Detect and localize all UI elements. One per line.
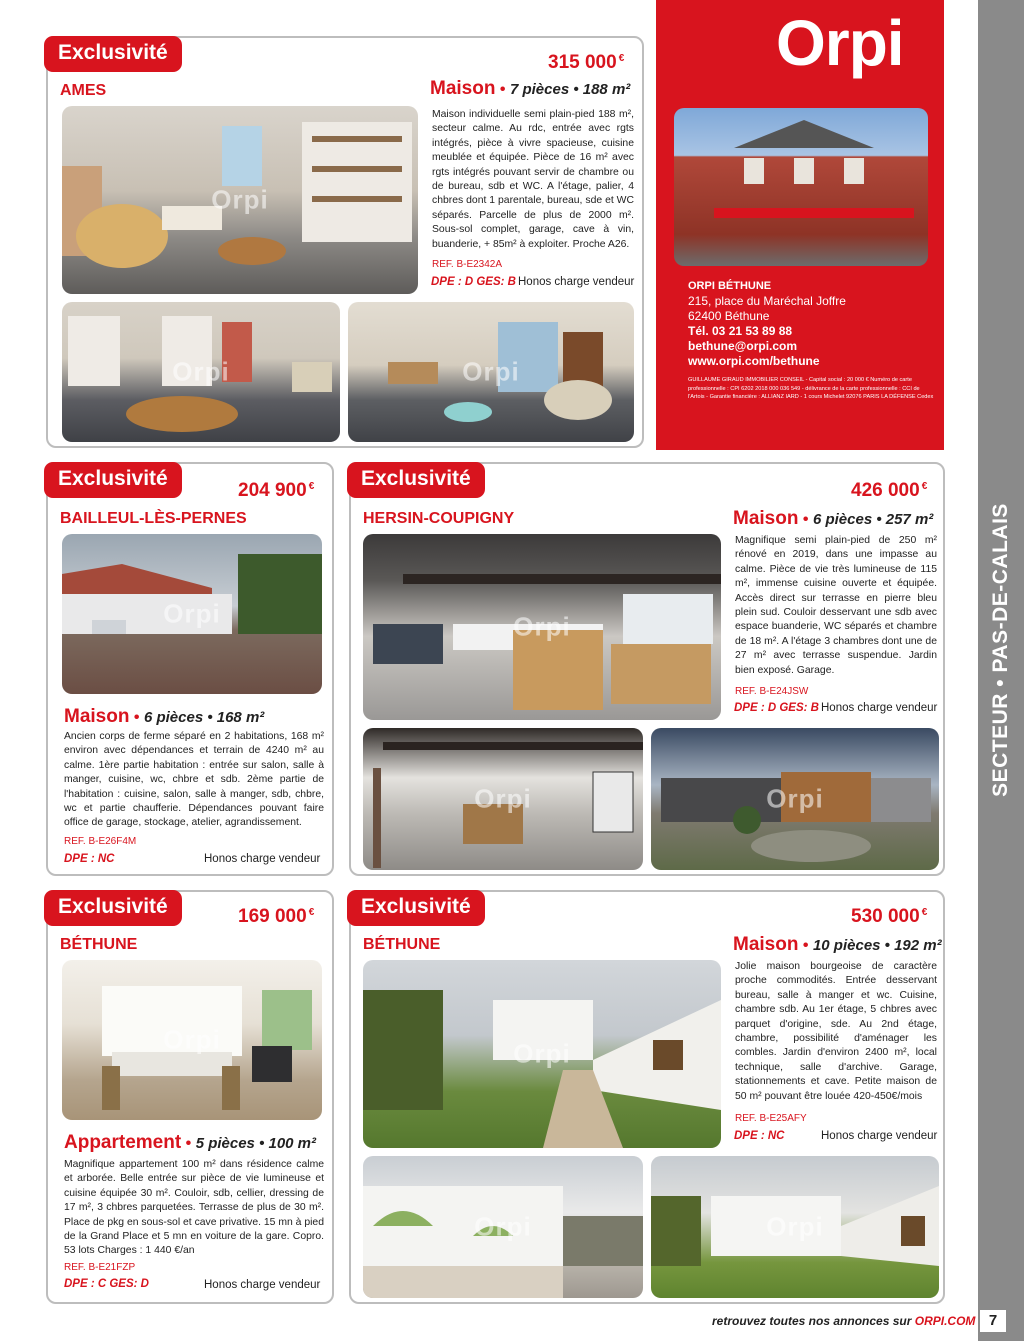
footer-prefix: retrouvez toutes nos annonces sur	[712, 1314, 912, 1328]
agency-photo	[674, 108, 928, 266]
exclusive-badge: Exclusivité	[347, 462, 485, 498]
footer-text	[712, 1314, 975, 1328]
listing-card-bailleul[interactable]	[46, 462, 334, 876]
exclusive-badge: Exclusivité	[44, 890, 182, 926]
listing-photo-2	[363, 1156, 643, 1298]
listing-ref: REF. B-E2342A	[432, 259, 503, 270]
orpi-logo: Orpi	[776, 7, 904, 79]
listing-photo-3	[348, 302, 634, 442]
watermark: Orpi	[462, 356, 520, 387]
exclusive-badge: Exclusivité	[44, 36, 182, 72]
dpe-label: DPE : D GES: B	[734, 702, 819, 714]
honos-label: Honos charge vendeur	[518, 276, 635, 288]
listing-description: Magnifique semi plain-pied de 250 m² rénové en 2019, dans une impasse au calme. Pièce de vie très lumineuse de 115 m², immense cuisine ouverte et équipée. Accès direct sur terrasse en pierre bleu plein sud. Couloir desservant une sdb avec espace buanderie, WC séparés et chambre de 18 m². A l'étage 3 chambres dont une de 27 m² avec terrasse suspendue. Jardin bien exposé. Garage.	[735, 535, 937, 676]
listing-photo-main	[62, 534, 322, 694]
listing-description: Magnifique appartement 100 m² dans résidence calme et arborée. Belle entrée sur pièce de vie lumineuse et cuisine équipée 30 m². Couloir, sdb, cellier, dressing de 17 m², 3 chbres parquetées. Terrasse de plus de 30 m². Place de pkg en sous-sol et cave privative. 15 mn à pied de la Grand Place et 5 mn en voiture de la gare. Copro. 53 lots Charges : 1 440 €/an	[64, 1159, 324, 1257]
honos-label: Honos charge vendeur	[821, 1130, 938, 1142]
agency-email[interactable]: bethune@orpi.com	[688, 339, 798, 353]
city: HERSIN-COUPIGNY	[363, 510, 515, 527]
page-number: 7	[980, 1310, 1006, 1332]
listing-photo-2	[363, 728, 643, 870]
listing-card-bethune-maison[interactable]	[349, 890, 945, 1304]
listing-description: Maison individuelle semi plain-pied 188 m², secteur calme. Au rdc, entrée avec rgts intégrés, pièce à vivre spacieuse, cuisine meublée et équipée. Pièce de 16 m² avec rgts intégrés pouvant servir de chambre ou de bureau, sdb et WC. A l'étage, palier, 4 chbres dont 1 parentale, bureau, sde et WC séparés. Parcelle de plus de 2000 m². Sous-sol complet, garage, cave à vin, buanderie, + 85m² à exploiter. Proche A26.	[432, 109, 634, 250]
listing-ref: REF. B-E24JSW	[735, 686, 809, 697]
exclusive-badge: Exclusivité	[347, 890, 485, 926]
listing-title: Appartement • 5 pièces • 100 m²	[64, 1132, 317, 1153]
listing-title: Maison • 10 pièces • 192 m²	[733, 934, 942, 955]
watermark: Orpi	[513, 611, 571, 642]
price: 315 000 €	[548, 52, 625, 73]
listing-photo-main	[363, 534, 721, 720]
watermark: Orpi	[766, 783, 824, 814]
sector-label: SECTEUR • PAS-DE-CALAIS	[989, 503, 1012, 797]
listing-card-hersin[interactable]	[349, 462, 945, 876]
exclusive-badge: Exclusivité	[44, 462, 182, 498]
watermark: Orpi	[172, 356, 230, 387]
city: BÉTHUNE	[60, 936, 138, 953]
price: 426 000 €	[851, 480, 928, 501]
city: BAILLEUL-LÈS-PERNES	[60, 510, 247, 527]
watermark: Orpi	[211, 184, 269, 215]
listing-photo-main	[62, 106, 418, 294]
price: 169 000 €	[238, 906, 315, 927]
agency-panel	[656, 0, 944, 450]
honos-label: Honos charge vendeur	[204, 1279, 321, 1291]
listing-description: Ancien corps de ferme séparé en 2 habitations, 168 m² environ avec dépendances et terrain de 4240 m² au calme. 1ère partie habitation : entrée sur salon, salle à manger, cuisine, wc, chbre et sdb. 2ème partie de l'habitation : cuisine, salon, salle à manger, sdb, chbre, wc et partie chaufferie. Dépendances pouvant faire office de garage, stockage, atelier, agrandissement.	[64, 731, 324, 829]
city: BÉTHUNE	[363, 936, 441, 953]
agency-website[interactable]: www.orpi.com/bethune	[688, 354, 820, 368]
listing-photo-3	[651, 1156, 939, 1298]
listing-photo-3	[651, 728, 939, 870]
listing-photo-main	[62, 960, 322, 1120]
listing-card-ames[interactable]	[46, 36, 644, 448]
agency-legal: GUILLAUME GIRAUD IMMOBILIER CONSEIL - Capital social : 20 000 € Numéro de carte professionnelle : CPI 6202 2018 000 036 549 - délivrance de la carte professionnelle : CCI de l'Artois - Garantie financière : ALLIANZ IARD - 1 cours Michelet 92076 PARIS LA DÉFENSE Cedex	[688, 377, 934, 401]
watermark: Orpi	[766, 1211, 824, 1242]
listing-photo-main	[363, 960, 721, 1148]
price: 204 900 €	[238, 480, 315, 501]
listing-title: Maison • 6 pièces • 257 m²	[733, 508, 934, 529]
dpe-label: DPE : D GES: B	[431, 276, 516, 288]
watermark: Orpi	[474, 1211, 532, 1242]
listing-description: Jolie maison bourgeoise de caractère proche commodités. Entrée desservant bureau, salle à manger et wc. Cuisine, chambre sdb. Au 1er étage, 5 chbres avec parquet d'origine, sde. Au 2nd étage, chambre, possibilité d'aménager les combles. Jardin d'environ 2400 m², local technique, salle d'archive. Garage, stationnements et cave. Petite maison de 50 m² pouvant être louée 420-450€/mois	[735, 961, 937, 1102]
watermark: Orpi	[163, 598, 221, 629]
agency-name: ORPI BÉTHUNE	[688, 280, 772, 292]
honos-label: Honos charge vendeur	[204, 853, 321, 865]
listing-ref: REF. B-E21FZP	[64, 1262, 136, 1273]
dpe-label: DPE : NC	[734, 1130, 785, 1142]
agency-address1: 215, place du Maréchal Joffre	[688, 294, 846, 308]
watermark: Orpi	[474, 783, 532, 814]
listing-title: Maison • 6 pièces • 168 m²	[64, 706, 265, 727]
dpe-label: DPE : NC	[64, 853, 115, 865]
agency-phone: Tél. 03 21 53 89 88	[688, 324, 793, 338]
honos-label: Honos charge vendeur	[821, 702, 938, 714]
watermark: Orpi	[163, 1024, 221, 1055]
city: AMES	[60, 82, 107, 99]
listing-card-bethune-appartement[interactable]	[46, 890, 334, 1304]
listing-photo-2	[62, 302, 340, 442]
price: 530 000 €	[851, 906, 928, 927]
listing-title: Maison • 7 pièces • 188 m²	[430, 78, 631, 99]
footer-link[interactable]: ORPI.COM	[914, 1314, 976, 1328]
listing-ref: REF. B-E26F4M	[64, 836, 137, 847]
agency-address2: 62400 Béthune	[688, 309, 770, 323]
listing-ref: REF. B-E25AFY	[735, 1113, 807, 1124]
dpe-label: DPE : C GES: D	[64, 1278, 149, 1290]
watermark: Orpi	[513, 1038, 571, 1069]
